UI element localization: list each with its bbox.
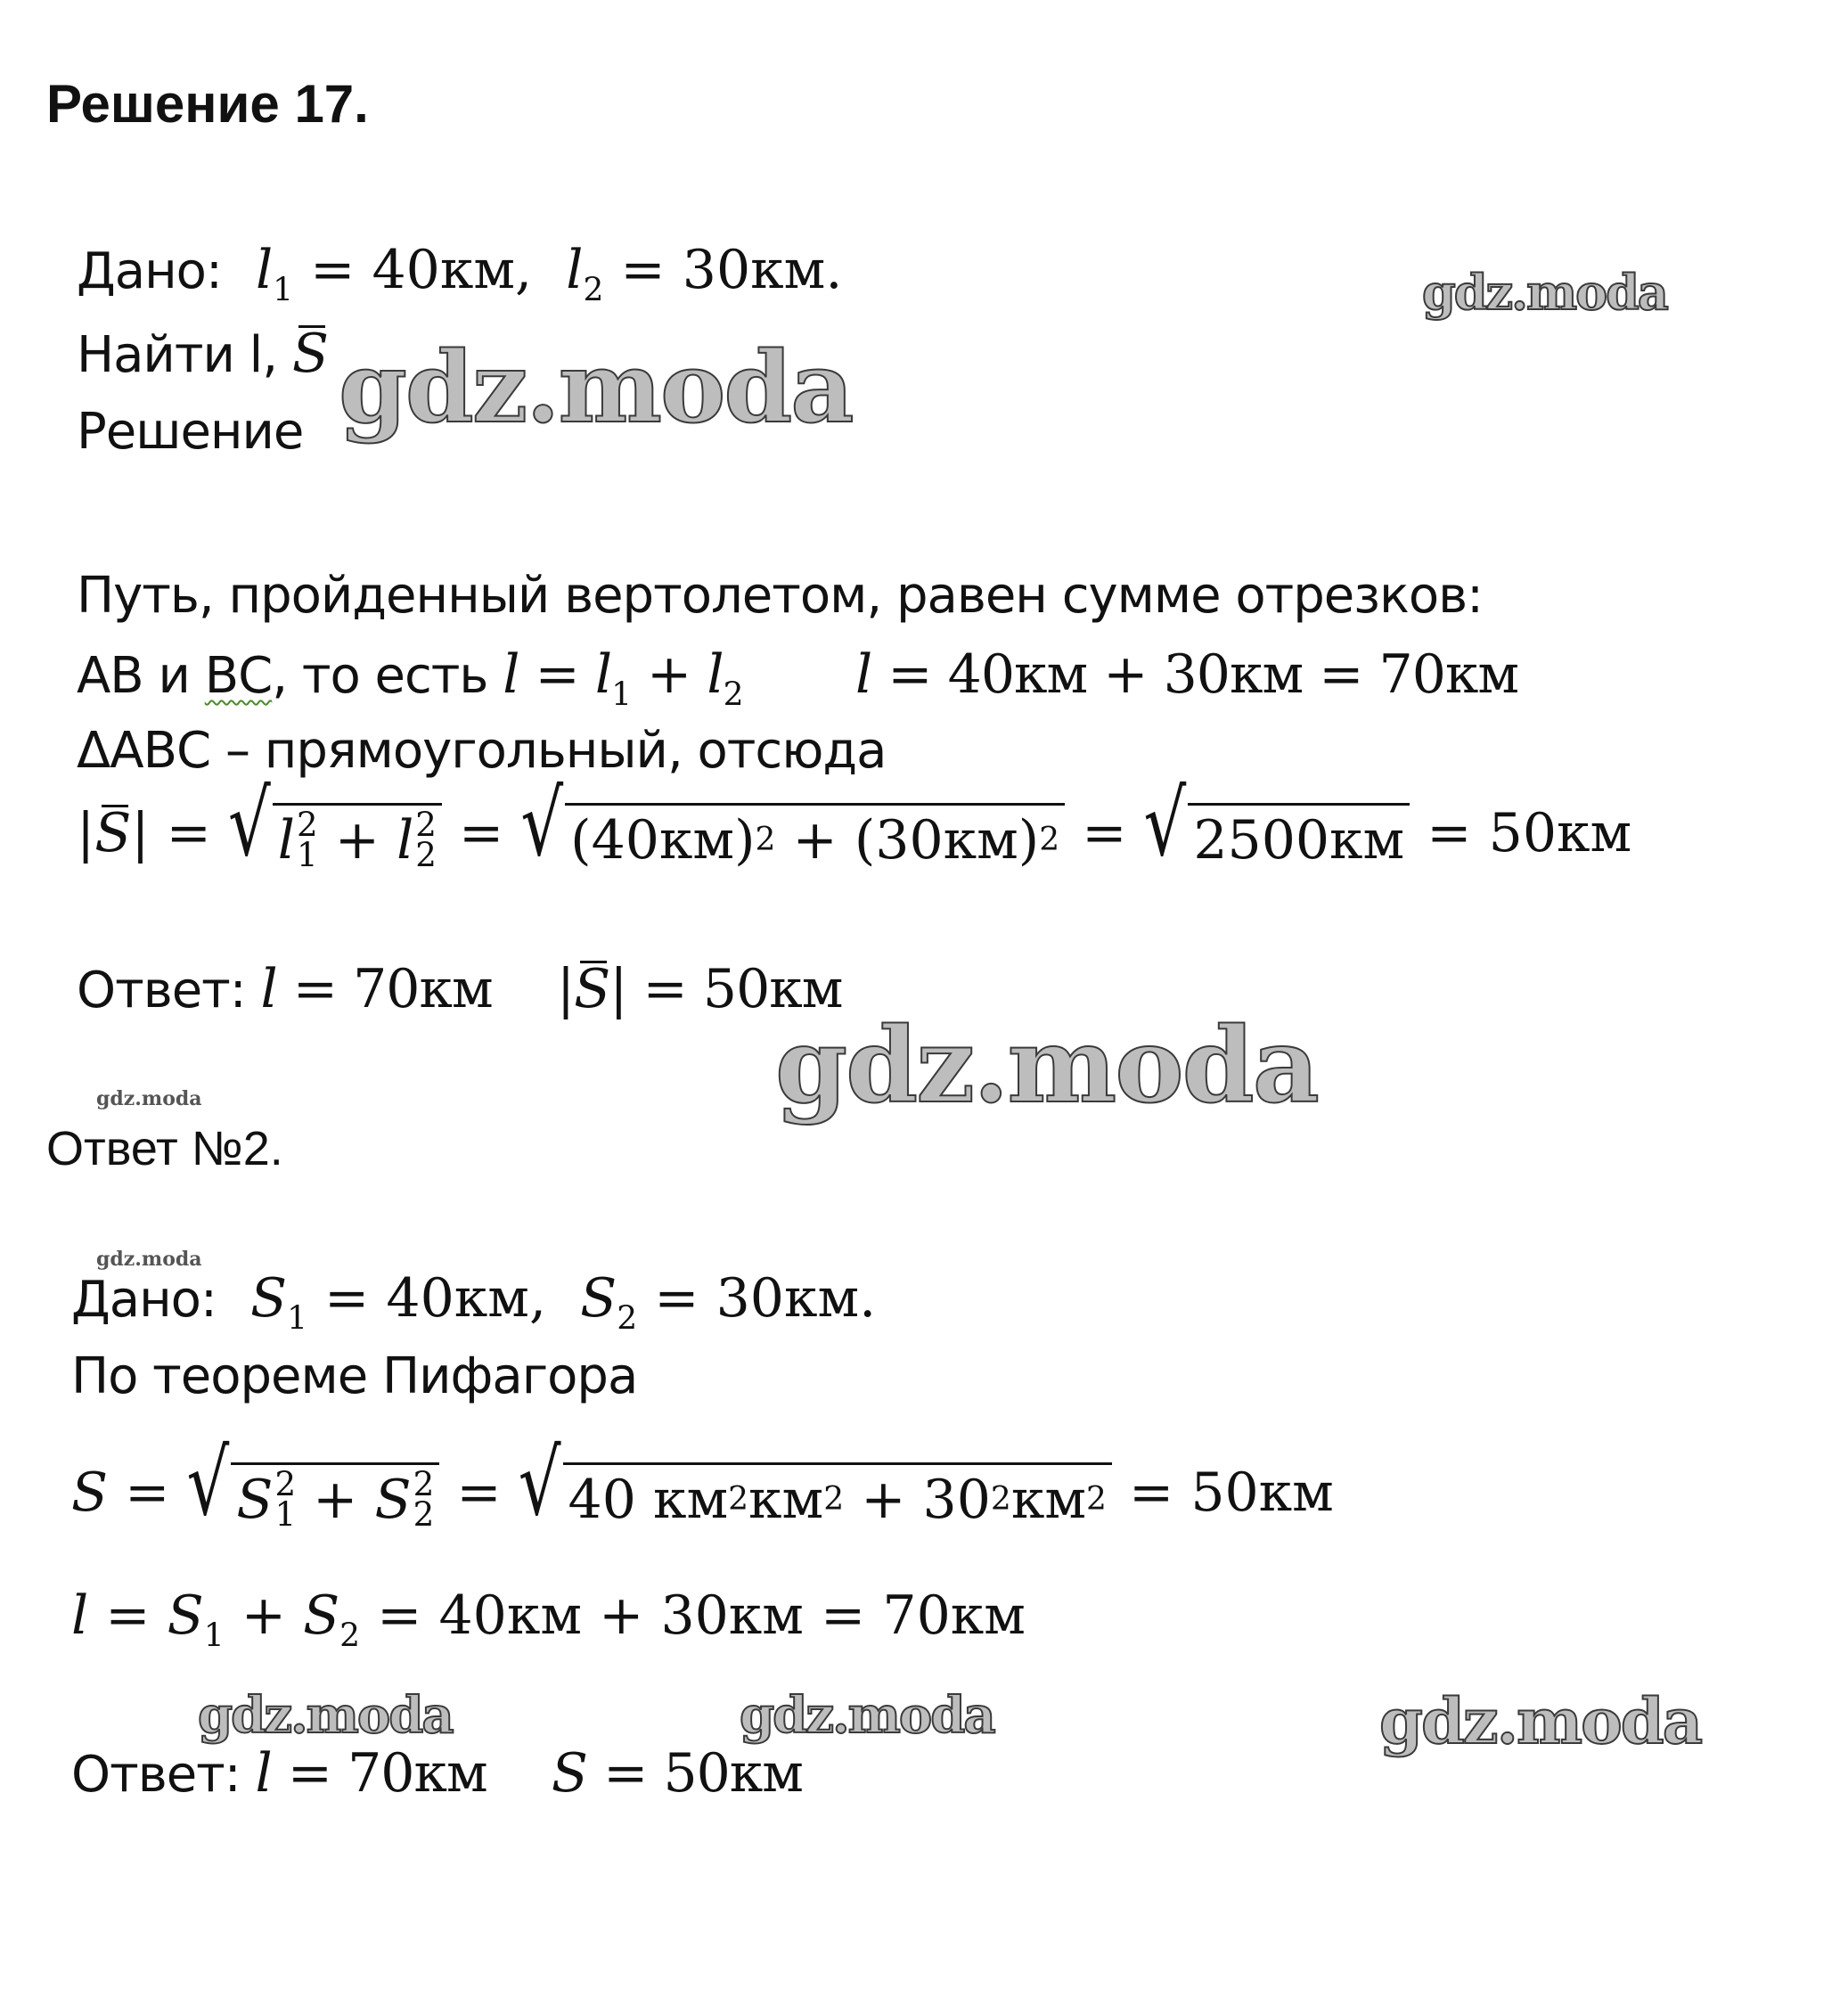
given-label: Дано: xyxy=(77,242,222,300)
find-line: Найти l, S xyxy=(77,323,328,385)
given-line-1: Дано: $l_1 = 40км$, $l_2 = 30км$. xyxy=(77,239,843,309)
watermark: gdz.moda xyxy=(96,1087,202,1110)
page-title: Решение 17. xyxy=(46,74,369,134)
solution-label: Решение xyxy=(77,403,304,461)
triangle-sentence: ΔАВС – прямоугольный, отсюда xyxy=(77,722,887,780)
pythagoras-formula: S = √ S 2 1 + S 2 2 = √ 40 км 2 км 2 + 30 2 км 2 = 50км xyxy=(71,1429,1334,1536)
path-sentence: Путь, пройденный вертолетом, равен сумме отрезков: xyxy=(77,567,1483,625)
watermark: gdz.moda xyxy=(96,1248,202,1271)
root-3: √ 2500км xyxy=(1144,803,1411,872)
sum-formula: $l = l_1 + l_2$ l = 40км + 30км = 70км xyxy=(503,643,1519,714)
sum-formula-2: $l = S_1 + S_2 = 40км + 30км = 70км$ xyxy=(71,1584,1026,1655)
path-formula-line: АВ и ВС, то есть $l = l_1 + l_2$ l = 40км + 30км = 70км xyxy=(77,643,1519,714)
watermark: gdz.moda xyxy=(1379,1684,1702,1758)
watermark: gdz.moda xyxy=(198,1686,453,1745)
root-1: √ l 2 1 + l 2 2 xyxy=(228,803,442,872)
watermark: gdz.moda xyxy=(1422,264,1667,321)
answer-line-1: Ответ: l = 70км |S| = 50км xyxy=(77,958,843,1020)
given-line-2: Дано: $S_1 = 40км$, $S_2 = 30км$. xyxy=(71,1267,877,1338)
answer2-title: Ответ №2. xyxy=(46,1122,283,1175)
watermark: gdz.moda xyxy=(740,1686,994,1745)
answer-line-2: Ответ: l = 70км S = 50км xyxy=(71,1742,803,1805)
magnitude-formula: |S| = √ l 2 1 + l 2 2 = √ ( 40км ) 2 + ( 30км ) 2 = √ 2500км = 50км xyxy=(77,770,1632,877)
root-2: √ ( 40км ) 2 + ( 30км ) 2 xyxy=(520,803,1065,872)
watermark: gdz.moda xyxy=(339,330,853,445)
watermark: gdz.moda xyxy=(775,1005,1318,1126)
pythagoras-sentence: По теореме Пифагора xyxy=(71,1347,638,1405)
